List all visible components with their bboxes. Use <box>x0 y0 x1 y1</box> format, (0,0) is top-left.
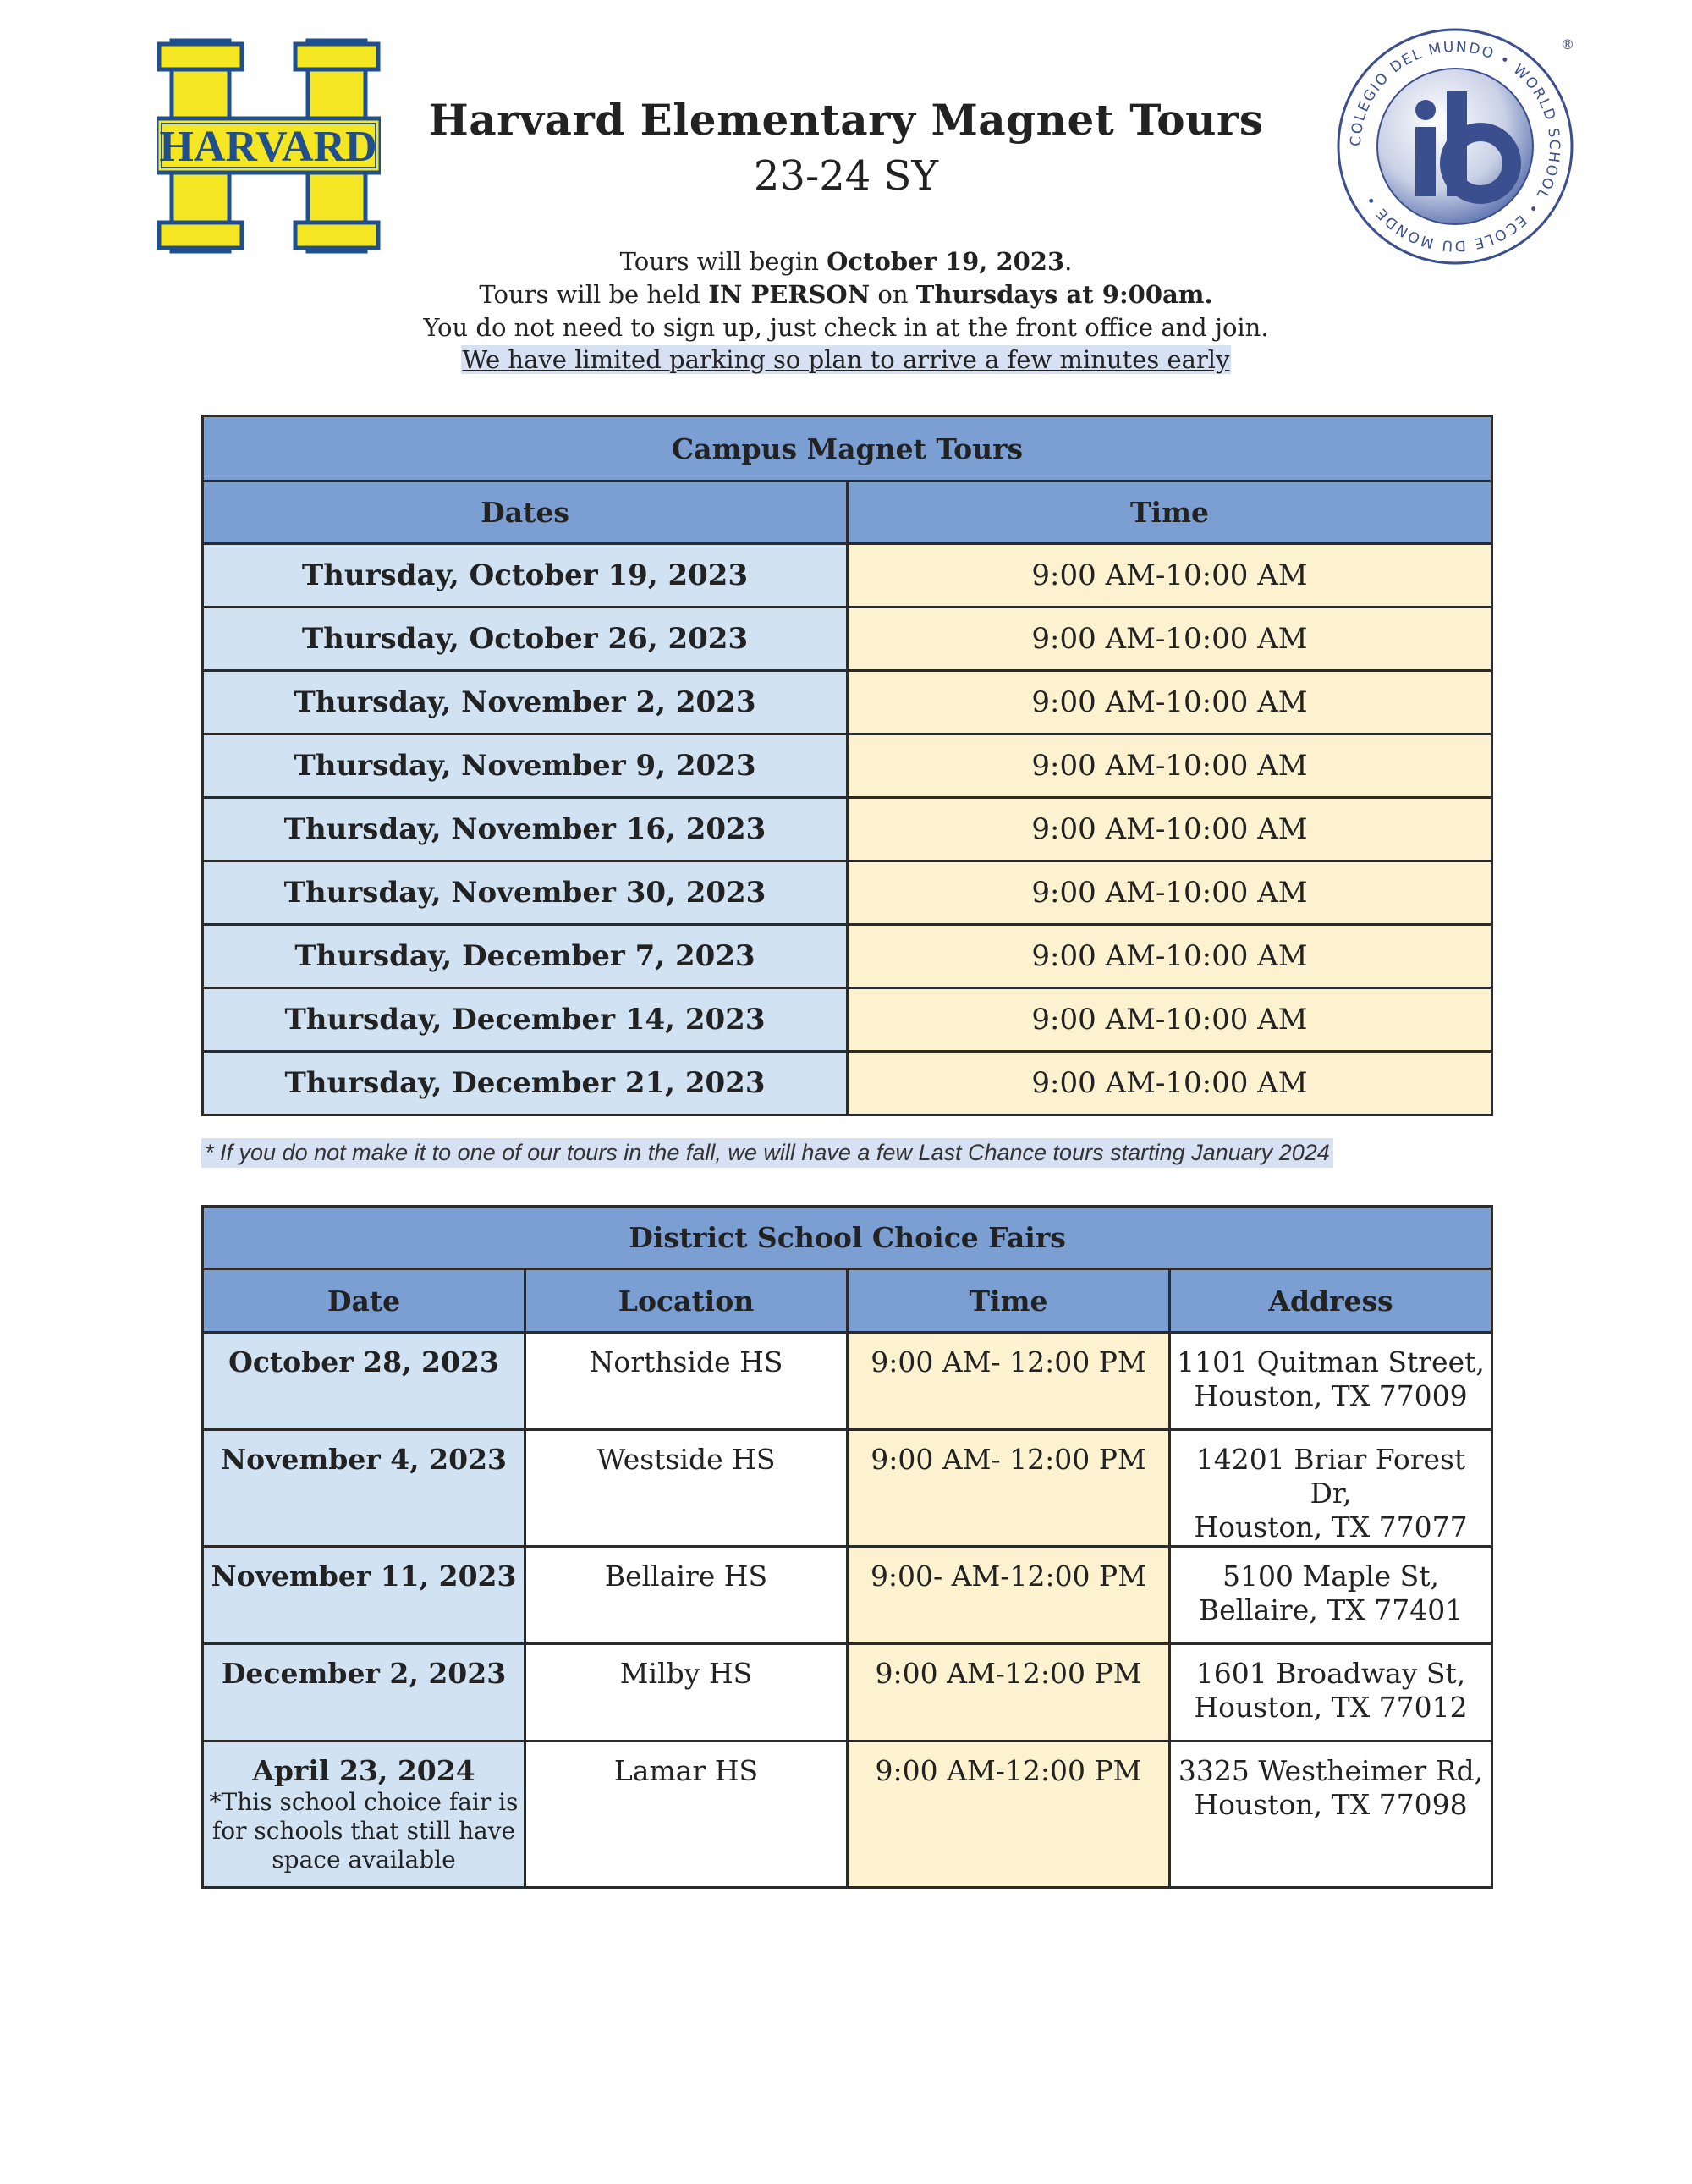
tour-time: 9:00 AM-10:00 AM <box>848 798 1492 861</box>
fairs-col-address: Address <box>1170 1269 1492 1333</box>
tour-date: Thursday, December 14, 2023 <box>203 988 848 1052</box>
page-subtitle: 23-24 SY <box>753 152 939 200</box>
fairs-col-time: Time <box>848 1269 1170 1333</box>
tour-date: Thursday, November 9, 2023 <box>203 734 848 798</box>
fair-location: Lamar HS <box>525 1741 848 1888</box>
tour-time: 9:00 AM-10:00 AM <box>848 988 1492 1052</box>
fairs-row <box>203 1547 1492 1644</box>
harvard-logo-text: HARVARD <box>159 123 377 171</box>
fairs-col-location: Location <box>525 1269 848 1333</box>
fair-location: Northside HS <box>525 1333 848 1430</box>
fair-time: 9:00 AM- 12:00 PM <box>848 1333 1170 1430</box>
tour-date: Thursday, December 21, 2023 <box>203 1052 848 1115</box>
fair-date: November 4, 2023 <box>203 1430 525 1547</box>
ib-world-school-logo <box>1332 24 1578 269</box>
fair-date: April 23, 2024 <box>252 1754 475 1787</box>
tour-time: 9:00 AM-10:00 AM <box>848 1052 1492 1115</box>
tour-date: Thursday, December 7, 2023 <box>203 925 848 988</box>
svg-text:®: ® <box>1561 36 1574 52</box>
tours-row <box>203 925 1492 988</box>
fair-time: 9:00 AM-12:00 PM <box>848 1644 1170 1741</box>
fairs-row <box>203 1430 1492 1547</box>
fair-date: October 28, 2023 <box>203 1333 525 1430</box>
intro-line-start-date: Tours will begin October 19, 2023. <box>619 247 1073 276</box>
tour-time: 9:00 AM-10:00 AM <box>848 544 1492 608</box>
tour-time: 9:00 AM-10:00 AM <box>848 925 1492 988</box>
tours-row <box>203 988 1492 1052</box>
tour-time: 9:00 AM-10:00 AM <box>848 734 1492 798</box>
intro-line-in-person: Tours will be held IN PERSON on Thursdays at 9:00am. <box>479 280 1213 309</box>
fair-time: 9:00- AM-12:00 PM <box>848 1547 1170 1644</box>
fair-date: November 11, 2023 <box>203 1547 525 1644</box>
fair-address: 3325 Westheimer Rd, Houston, TX 77098 <box>1170 1741 1492 1888</box>
tour-date: Thursday, November 2, 2023 <box>203 671 848 734</box>
tour-date: Thursday, October 19, 2023 <box>203 544 848 608</box>
tours-row <box>203 861 1492 925</box>
tour-time: 9:00 AM-10:00 AM <box>848 861 1492 925</box>
tours-table-title: Campus Magnet Tours <box>203 416 1492 481</box>
fair-note: *This school choice fair is for schools that still have space available <box>209 1788 519 1873</box>
fairs-row <box>203 1333 1492 1430</box>
fair-address: 1101 Quitman Street, Houston, TX 77009 <box>1170 1333 1492 1430</box>
tours-row <box>203 734 1492 798</box>
fairs-col-date: Date <box>203 1269 525 1333</box>
tours-col-time: Time <box>848 481 1492 544</box>
intro-line-parking: We have limited parking so plan to arrive a few minutes early <box>462 345 1230 374</box>
fair-location: Milby HS <box>525 1644 848 1741</box>
fair-time: 9:00 AM-12:00 PM <box>848 1741 1170 1888</box>
harvard-logo <box>157 38 381 254</box>
tours-col-dates: Dates <box>203 481 848 544</box>
intro-line-no-signup: You do not need to sign up, just check in at the front office and join. <box>423 313 1269 342</box>
tours-row <box>203 671 1492 734</box>
tours-row <box>203 608 1492 671</box>
fairs-row <box>203 1741 1492 1888</box>
tours-row <box>203 798 1492 861</box>
fair-date: December 2, 2023 <box>203 1644 525 1741</box>
ib-logo-ring-text: COLEGIO DEL MUNDO • WORLD SCHOOL • ECOLE DU MONDE • <box>1347 38 1563 255</box>
district-school-choice-fairs-table <box>201 1205 1493 1889</box>
fair-address: 5100 Maple St, Bellaire, TX 77401 <box>1170 1547 1492 1644</box>
fair-time: 9:00 AM- 12:00 PM <box>848 1430 1170 1547</box>
tour-time: 9:00 AM-10:00 AM <box>848 608 1492 671</box>
fair-location: Bellaire HS <box>525 1547 848 1644</box>
fairs-table-title: District School Choice Fairs <box>203 1207 1492 1269</box>
fair-location: Westside HS <box>525 1430 848 1547</box>
page-title: Harvard Elementary Magnet Tours <box>428 95 1264 145</box>
last-chance-footnote: * If you do not make it to one of our tours in the fall, we will have a few Last Chance tours starting January 2024 <box>201 1138 1333 1168</box>
fair-date-with-note <box>203 1741 525 1888</box>
tour-date: Thursday, October 26, 2023 <box>203 608 848 671</box>
tour-time: 9:00 AM-10:00 AM <box>848 671 1492 734</box>
fairs-row <box>203 1644 1492 1741</box>
tours-row <box>203 544 1492 608</box>
campus-magnet-tours-table <box>201 415 1493 1116</box>
tour-date: Thursday, November 16, 2023 <box>203 798 848 861</box>
fair-address: 1601 Broadway St, Houston, TX 77012 <box>1170 1644 1492 1741</box>
fair-address: 14201 Briar Forest Dr, Houston, TX 77077 <box>1170 1430 1492 1547</box>
tour-date: Thursday, November 30, 2023 <box>203 861 848 925</box>
tours-row <box>203 1052 1492 1115</box>
